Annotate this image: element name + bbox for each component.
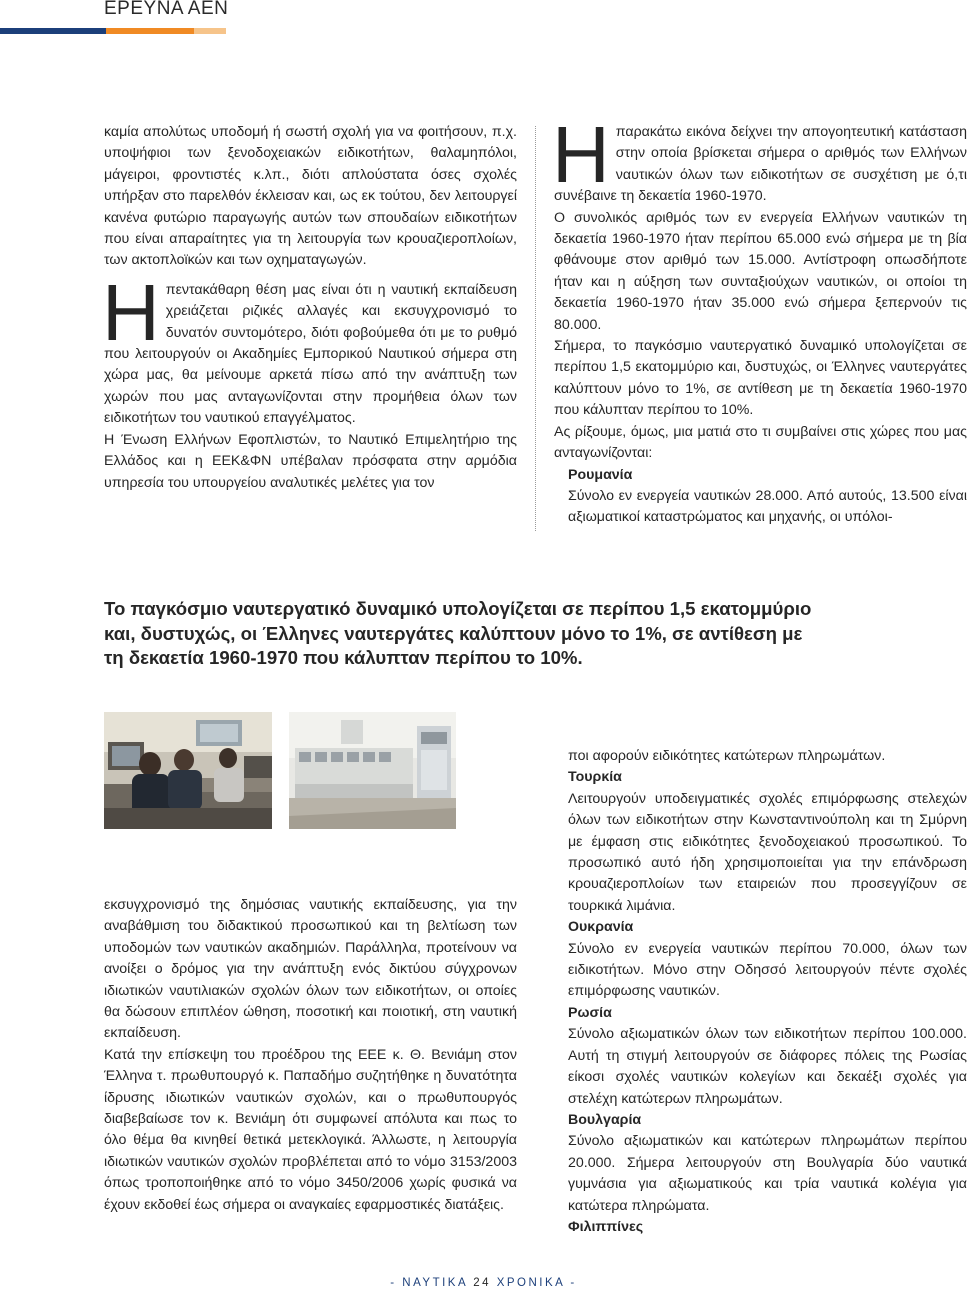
paragraph: Σύνολο εν ενεργεία ναυτικών 28.000. Από αυτούς, 13.500 είναι αξιωματικοί καταστρώματος και μηχανής, οι υπόλοι-	[568, 487, 967, 526]
subheading-turkey: Τουρκία	[568, 769, 622, 786]
dropcap: Η	[552, 110, 610, 199]
paragraph: εκσυγχρονισμό της δημόσιας ναυτικής εκπαίδευσης, για την αναβάθμιση του διδακτικού προσωπικού και τη βελτίωση των υποδομών των ναυτικών ακαδημιών. Παράλληλα, προτείνουν να ανοίξει ο δρόμος για την ανάπτυξη ενός δικτύου σύγχρονων ιδιωτικών ναυτιλιακών σχολών όλων των ειδικοτήτων, οι οποίες θα δώσουν επιπλέον ώθηση, ποσοτική και ποιοτική, στη ναυτική εκπαίδευση.	[104, 897, 517, 1042]
dropcap: Η	[102, 267, 160, 357]
paragraph: Ο συνολικός αριθμός των εν ενεργεία Ελλήνων ναυτικών τη δεκαετία 1960-1970 ήταν περίπου 65.000 ενώ σήμερα με τη βία φθάνουμε στον αριθμό των 15.000. Αντίστροφη οπωσδήποτε ήταν και η αύξηση των συνταξιούχων ναυτικών, οι οποίοι τη δεκαετία 1960-1970 ήταν 35.000 ενώ σήμερα ξεπερνούν τις 80.000.	[554, 209, 967, 333]
header-bar-navy	[0, 28, 106, 34]
page-number: 24	[473, 1277, 491, 1289]
subheading-philippines: Φιλιππίνες	[568, 1218, 644, 1235]
bottom-right-column	[568, 746, 967, 1238]
bottom-left-column	[104, 895, 517, 1216]
paragraph: Σύνολο αξιωματικών και κατώτερων πληρωμάτων περίπου 20.000. Σήμερα λειτουργούν στη Βουλγαρία δύο ναυτικά γυμνάσια για αξιωματικούς και τρία ναυτικά κολέγια για κατώτερα πληρώματα.	[568, 1133, 967, 1214]
paragraph: Σύνολο αξιωματικών όλων των ειδικοτήτων περίπου 100.000. Αυτή τη στιγμή λειτουργούν σε διάφορες πόλεις της Ρωσίας είκοσι σχολές ναυτικών κολεγίων και δεκαέξι σχολές για στελέχη κατώτερων πληρωμάτων.	[568, 1026, 967, 1107]
footer-right: ΧΡΟΝΙΚΑ -	[496, 1277, 577, 1289]
top-left-column	[104, 122, 517, 494]
section-title: ΕΡΕΥΝΑ ΑΕΝ	[104, 0, 229, 19]
paragraph: Κατά την επίσκεψη του προέδρου της ΕΕΕ κ. Θ. Βενιάμη στον Έλληνα τ. πρωθυπουργό κ. Παπαδήμο συζητήθηκε η δυνατότητα ίδρυσης ιδιωτικών ναυτικών σχολών, και ο πρωθυπουργός διαβεβαίωσε τον κ. Βενιάμη ότι συμφωνεί απόλυτα και πως το όλο θέμα θα κινηθεί θετικά μετεκλογικά. Άλλωστε, η λειτουργία ιδιωτικών ναυτικών σχολών προβλέπεται από το νόμο 3153/2003 όπως τροποποιήθηκε από το νόμο 3450/2006 χωρίς φυσικά να έχουν εκδοθεί έως σήμερα οι αναγκαίες εφαρμοστικές διατάξεις.	[104, 1046, 517, 1213]
photo-students-computers	[104, 712, 272, 829]
column-divider	[535, 126, 536, 531]
paragraph-with-dropcap	[102, 267, 517, 430]
subheading-romania: Ρουμανία	[568, 466, 633, 483]
subheading-bulgaria: Βουλγαρία	[568, 1111, 642, 1128]
page-footer	[0, 1277, 967, 1289]
paragraph-with-dropcap	[552, 110, 967, 208]
footer-left: - ΝΑΥΤΙΚΑ	[390, 1277, 468, 1289]
paragraph: Σήμερα, το παγκόσμιο ναυτεργατικό δυναμικό υπολογίζεται σε περίπου 1,5 εκατομμύριο και, δυστυχώς, οι Έλληνες ναυτεργάτες καλύπτουν μόνο το 1%, σε αντίθεση με τη δεκαετία 1960-1970 που κάλυπταν περίπου το 10%.	[554, 338, 967, 419]
header-bar-peach	[194, 28, 226, 34]
paragraph: Ας ρίξουμε, όμως, μια ματιά στο τι συμβαίνει στις χώρες που μας ανταγωνίζονται:	[554, 423, 967, 462]
paragraph: Σύνολο εν ενεργεία ναυτικών περίπου 70.000, όλων των ειδικοτήτων. Μόνο στην Οδησσό λειτουργούν πέντε σχολές επιμόρφωσης ναυτικών.	[568, 940, 967, 1000]
paragraph: Λειτουργούν υποδειγματικές σχολές επιμόρφωσης στελεχών όλων των ειδικοτήτων στην Κωνσταντινούπολη και τη Σμύρνη με έμφαση στις ειδικότητες ξενοδοχειακού προσωπικού. Το προσωπικό αυτό ήδη χρησιμοποιείται για την επάνδρωση κρουαζιεροπλοίων των εταιρειών που προσεγγίζουν σε τουρκικά λιμάνια.	[568, 790, 967, 914]
header-bar-orange	[106, 28, 194, 34]
pull-quote: Το παγκόσμιο ναυτεργατικό δυναμικό υπολογίζεται σε περίπου 1,5 εκατομμύριο και, δυστυχώς, οι Έλληνες ναυτεργάτες καλύπτουν μόνο το 1%, σε αντίθεση με τη δεκαετία 1960-1970 που κάλυπταν περίπου το 10%.	[104, 598, 812, 668]
paragraph-text: παρακάτω εικόνα δείχνει την απογοητευτική κατάσταση στην οποία βρίσκεται σήμερα ο αριθμός των Ελλήνων ναυτικών όλων των ειδικοτήτων σε συσχέτιση με ό,τι συνέβαινε τη δεκαετία 1960-1970.	[554, 124, 967, 205]
paragraph: καμία απολύτως υποδομή ή σωστή σχολή για να φοιτήσουν, π.χ. υποψήφιοι των ξενοδοχειακών ειδικοτήτων, θαλαμηπόλοι, μάγειροι, φροντιστές κ.λπ., διότι απλούστατα όσες σχολές υπήρξαν στο παρελθόν έκλεισαν και, ως εκ τούτου, δεν λειτουργεί κανένα φυτώριο παραγωγής αυτών των σπουδαίων ειδικοτήτων που είναι απαραίτητες για τη λειτουργία των κρουαζιεροπλοίων, των ακτοπλοϊκών και των οχηματαγωγών.	[104, 124, 517, 269]
paragraph: Η Ένωση Ελλήνων Εφοπλιστών, το Ναυτικό Επιμελητήριο της Ελλάδος και η ΕΕΚ&ΦΝ υπέβαλαν πρόσφατα στην αρμόδια υπηρεσία του υπουργείου αναλυτικές μελέτες για τον	[104, 431, 517, 491]
paragraph-text: πεντακάθαρη θέση μας είναι ότι η ναυτική εκπαίδευση χρειάζεται ριζικές αλλαγές και εκσυγχρονισμό το δυνατόν συντομότερο, διότι φοβούμεθα ότι με το ρυθμό που λειτουργούν οι Ακαδημίες Εμπορικού Ναυτικού σήμερα στη χώρα μας, θα μείνουμε αρκετά πίσω από την ανάπτυξη των χωρών που μας ανταγωνίζονται στην προμήθεια όλων των ειδικοτήτων του ναυτικού επαγγέλματος.	[104, 281, 517, 427]
paragraph: ποι αφορούν ειδικότητες κατώτερων πληρωμάτων.	[568, 748, 886, 764]
subheading-russia: Ρωσία	[568, 1004, 612, 1021]
top-right-column	[552, 110, 967, 529]
subheading-ukraine: Ουκρανία	[568, 919, 634, 936]
photo-lab-equipment	[289, 712, 456, 829]
